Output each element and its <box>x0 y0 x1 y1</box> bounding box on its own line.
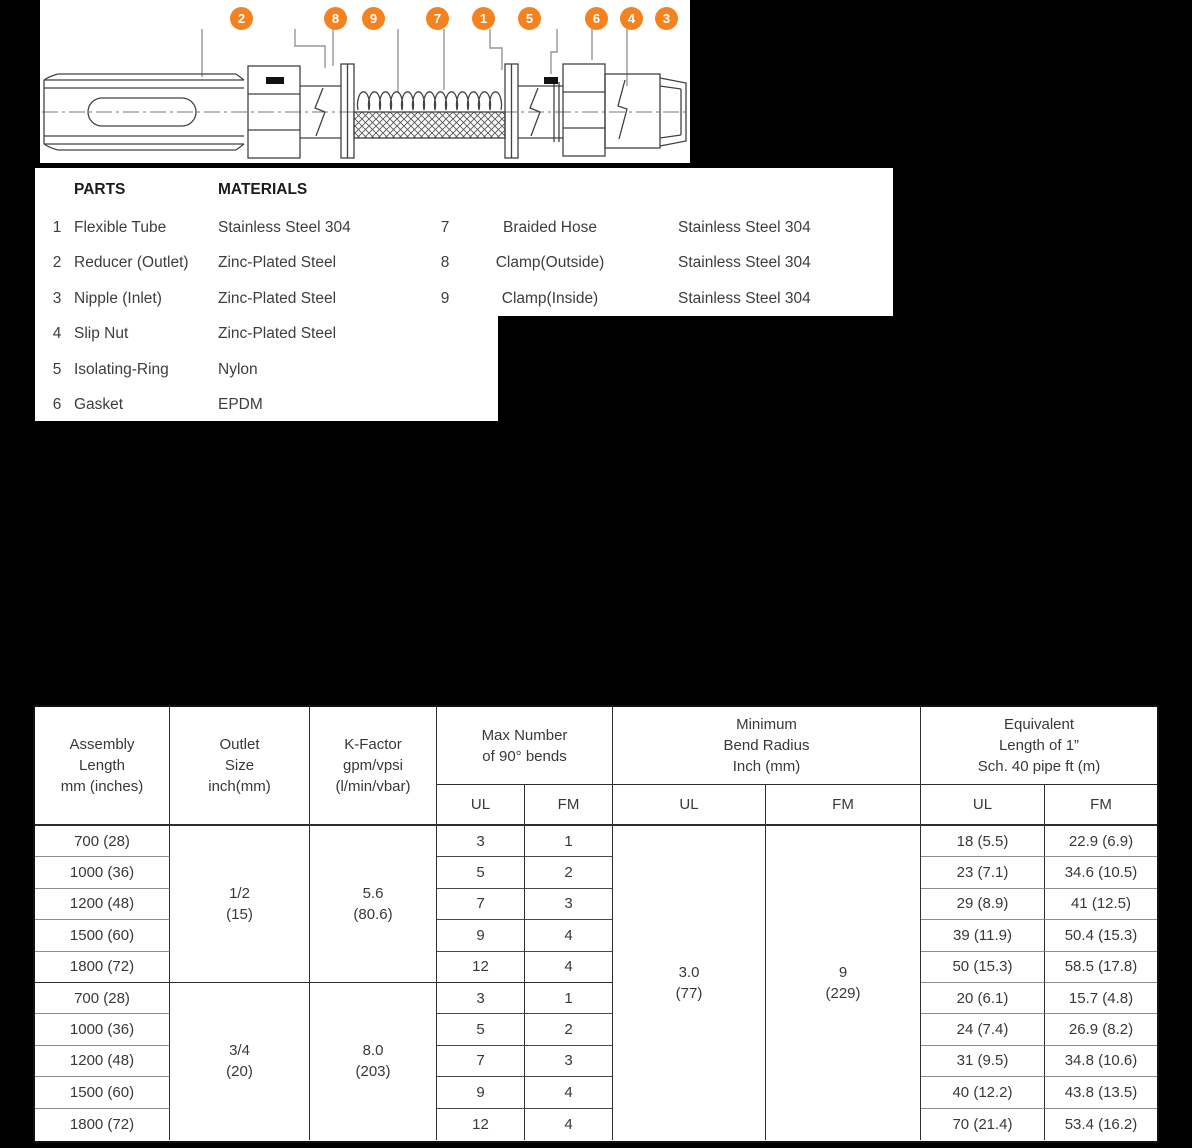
cell-equiv-fm: 34.8 (10.6) <box>1045 1046 1157 1077</box>
cell-length: 1500 (60) <box>35 920 170 951</box>
part-number: 5 <box>52 360 62 378</box>
part-name: Flexible Tube <box>74 218 167 236</box>
part-number: 6 <box>52 396 62 414</box>
cell-length: 1200 (48) <box>35 889 170 920</box>
cell-equiv-ul: 70 (21.4) <box>921 1109 1045 1140</box>
cell-bends-ul: 7 <box>437 1046 525 1077</box>
part-number: 2 <box>52 254 62 272</box>
cell-length: 1800 (72) <box>35 952 170 983</box>
cell-bends-fm: 3 <box>525 1046 613 1077</box>
col-header-k-factor: K-Factor gpm/vpsi (l/min/vbar) <box>310 707 437 826</box>
cell-bends-fm: 2 <box>525 1014 613 1045</box>
part-material: Stainless Steel 304 <box>218 218 351 236</box>
part-name: Nipple (Inlet) <box>74 289 162 307</box>
cell-equiv-ul: 24 (7.4) <box>921 1014 1045 1045</box>
part-name: Clamp(Outside) <box>495 254 605 272</box>
part-material: Stainless Steel 304 <box>678 218 811 236</box>
callout-4: 4 <box>620 7 643 30</box>
callout-9: 9 <box>362 7 385 30</box>
part-number: 3 <box>52 289 62 307</box>
cell-length: 1000 (36) <box>35 857 170 888</box>
cell-equiv-fm: 43.8 (13.5) <box>1045 1077 1157 1108</box>
parts-list-right <box>430 210 885 317</box>
cell-length: 700 (28) <box>35 826 170 857</box>
callout-8: 8 <box>324 7 347 30</box>
cell-equiv-ul: 20 (6.1) <box>921 983 1045 1014</box>
cell-length: 700 (28) <box>35 983 170 1014</box>
cell-bends-fm: 4 <box>525 1077 613 1108</box>
cell-equiv-fm: 53.4 (16.2) <box>1064 1115 1138 1133</box>
cell-equiv-fm: 26.9 (8.2) <box>1045 1014 1157 1045</box>
cell-bends-ul: 9 <box>437 920 525 951</box>
callout-1: 1 <box>472 7 495 30</box>
part-name: Gasket <box>74 396 124 414</box>
cell-equiv-fm: 58.5 (17.8) <box>1045 952 1157 983</box>
cell-outlet-size-group2: 3/4 (20) <box>170 983 310 1140</box>
subheader-minbend-fm: FM <box>766 785 921 826</box>
subheader-equiv-ul: UL <box>921 785 1045 826</box>
cell-equiv-ul: 29 (8.9) <box>921 889 1045 920</box>
part-material: Zinc-Plated Steel <box>218 254 337 272</box>
cell-equiv-fm: 50.4 (15.3) <box>1045 920 1157 951</box>
materials-column-header: MATERIALS <box>218 181 308 198</box>
spec-table <box>33 705 1159 1143</box>
cell-equiv-fm: 34.6 (10.5) <box>1045 857 1157 888</box>
subheader-bends-ul: UL <box>437 785 525 826</box>
part-name: Slip Nut <box>74 325 129 343</box>
part-number: 7 <box>440 218 450 236</box>
part-material: Nylon <box>218 360 258 378</box>
col-header-max-bends: Max Number of 90° bends <box>437 707 613 785</box>
cell-bends-fm: 2 <box>525 857 613 888</box>
cell-bends-ul: 5 <box>437 857 525 888</box>
assembly-diagram-panel <box>40 0 690 163</box>
callout-3: 3 <box>655 7 678 30</box>
callout-7: 7 <box>426 7 449 30</box>
cell-bends-ul: 7 <box>437 889 525 920</box>
part-name: Reducer (Outlet) <box>74 254 189 272</box>
cell-length: 1000 (36) <box>35 1014 170 1045</box>
cell-outlet-size-group1: 1/2 (15) <box>170 826 310 983</box>
subheader-equiv-fm: FM <box>1045 785 1157 826</box>
callout-2: 2 <box>230 7 253 30</box>
cell-equiv-fm: 22.9 (6.9) <box>1045 826 1157 857</box>
part-name: Braided Hose <box>503 218 597 236</box>
part-material: EPDM <box>218 396 263 414</box>
cell-equiv-fm: 41 (12.5) <box>1045 889 1157 920</box>
callout-5: 5 <box>518 7 541 30</box>
cell-k-factor-group2: 8.0 (203) <box>310 983 437 1140</box>
cell-bends-fm: 3 <box>525 889 613 920</box>
cell-equiv-ul: 39 (11.9) <box>921 920 1045 951</box>
cell-equiv-ul: 31 (9.5) <box>921 1046 1045 1077</box>
cell-min-bend-ul: 3.0 (77) <box>613 826 766 1140</box>
cell-bends-ul: 3 <box>437 826 525 857</box>
col-header-assembly-length: Assembly Length mm (inches) <box>35 707 170 826</box>
part-material: Zinc-Plated Steel <box>218 289 337 307</box>
cell-equiv-ul: 23 (7.1) <box>921 857 1045 888</box>
cell-bends-ul: 5 <box>437 1014 525 1045</box>
cell-equiv-ul: 50 (15.3) <box>921 952 1045 983</box>
part-material: Zinc-Plated Steel <box>218 325 337 343</box>
cell-bends-fm: 4 <box>525 920 613 951</box>
cell-bends-ul: 12 <box>437 952 525 983</box>
cell-equiv-ul: 18 (5.5) <box>921 826 1045 857</box>
callout-6: 6 <box>585 7 608 30</box>
part-name: Clamp(Inside) <box>501 289 599 307</box>
part-number: 1 <box>52 218 62 236</box>
col-header-min-bend-radius: Minimum Bend Radius Inch (mm) <box>613 707 921 785</box>
part-material: Stainless Steel 304 <box>678 254 811 272</box>
cell-bends-fm: 4 <box>525 1109 613 1140</box>
subheader-minbend-ul: UL <box>613 785 766 826</box>
cell-length: 1800 (72) <box>35 1109 170 1140</box>
part-number: 8 <box>440 254 450 272</box>
parts-list-left <box>40 210 492 423</box>
cell-bends-fm: 4 <box>525 952 613 983</box>
cell-bends-ul: 9 <box>437 1077 525 1108</box>
cell-bends-fm: 1 <box>525 826 613 857</box>
cell-equiv-fm: 15.7 (4.8) <box>1045 983 1157 1014</box>
part-number: 4 <box>52 325 62 343</box>
cell-bends-ul: 12 <box>437 1109 525 1140</box>
part-name: Isolating-Ring <box>74 360 169 378</box>
cell-length: 1500 (60) <box>35 1077 170 1108</box>
part-material: Stainless Steel 304 <box>678 289 811 307</box>
cell-min-bend-fm: 9 (229) <box>766 826 921 1140</box>
cell-bends-fm: 1 <box>525 983 613 1014</box>
cell-equiv-ul: 40 (12.2) <box>921 1077 1045 1108</box>
cell-length: 1200 (48) <box>35 1046 170 1077</box>
parts-column-header: PARTS <box>74 181 126 198</box>
subheader-bends-fm: FM <box>525 785 613 826</box>
col-header-outlet-size: Outlet Size inch(mm) <box>170 707 310 826</box>
part-number: 9 <box>440 289 450 307</box>
cell-bends-ul: 3 <box>437 983 525 1014</box>
cell-k-factor-group1: 5.6 (80.6) <box>310 826 437 983</box>
hose-assembly-drawing <box>44 64 686 158</box>
col-header-equivalent-length: Equivalent Length of 1” Sch. 40 pipe ft (m) <box>921 707 1157 785</box>
